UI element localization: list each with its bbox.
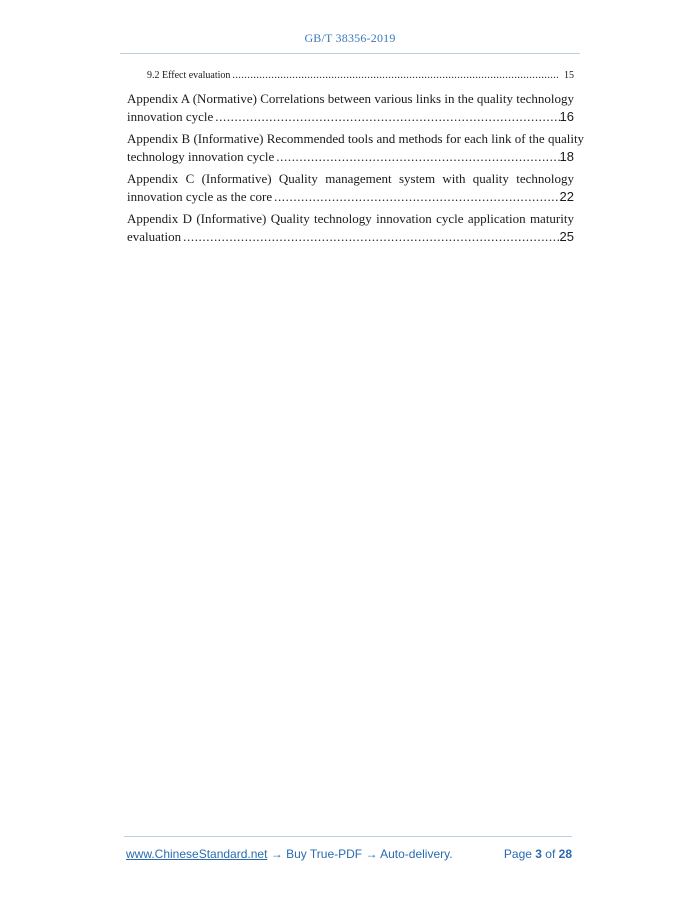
page-label: Page (503, 847, 536, 861)
footer-tagline: → Buy True-PDF → Auto-delivery. (267, 847, 453, 861)
toc-entry-title-line1: Appendix D (Informative) Quality technology innovation cycle application maturity (127, 211, 574, 226)
page-current: 3 (535, 847, 542, 861)
toc-entry-title-line2 (127, 148, 574, 166)
toc-entry-page: 16 (559, 108, 574, 124)
toc-entry-title: 9.2 Effect evaluation (147, 70, 231, 81)
toc-entry-title-line2 (127, 108, 574, 126)
toc-entry-appendix-c[interactable] (127, 170, 574, 205)
page-of-label: of (541, 847, 559, 861)
toc-entry-title-line1: Appendix B (Informative) Recommended tools and methods for each link of the quality (127, 131, 585, 146)
toc-dot-leader (274, 188, 559, 206)
header-divider (120, 53, 580, 54)
toc-dot-leader (215, 108, 559, 126)
standard-code: GB/T 38356-2019 (304, 31, 396, 45)
toc-entry-appendix-b[interactable] (127, 130, 585, 165)
toc-entry-page: 15 (564, 70, 574, 81)
toc-entry-title-cont: innovation cycle as the core (127, 188, 273, 204)
toc-entry-page: 25 (559, 228, 574, 244)
footer-divider (124, 836, 572, 837)
toc-entry-title-line1: Appendix A (Normative) Correlations between various links in the quality technology (127, 91, 574, 106)
toc-entry-page: 18 (559, 148, 574, 164)
toc-entry-title-cont: evaluation (127, 228, 182, 244)
toc-dot-leader (276, 148, 559, 166)
table-of-contents (127, 69, 585, 250)
toc-entry-appendix-d[interactable] (127, 210, 574, 245)
page-total: 28 (558, 847, 572, 861)
toc-entry-title-cont: innovation cycle (127, 108, 214, 124)
toc-entry-9-2[interactable] (127, 69, 574, 83)
toc-entry-title-line1: Appendix C (Informative) Quality management system with quality technology (127, 171, 574, 186)
toc-entry-appendix-a[interactable] (127, 90, 574, 125)
toc-dot-leader (183, 228, 559, 246)
page-header (0, 31, 700, 46)
toc-entry-title-cont: technology innovation cycle (127, 148, 275, 164)
toc-dot-leader (232, 69, 558, 83)
toc-entry-title-line2 (127, 228, 574, 246)
footer-promo (126, 847, 453, 861)
site-link[interactable]: www.ChineseStandard.net (126, 847, 268, 861)
page-footer (126, 847, 572, 861)
toc-entry-page: 22 (559, 188, 574, 204)
toc-entry-title-line2 (127, 188, 574, 206)
page-indicator (504, 847, 572, 861)
